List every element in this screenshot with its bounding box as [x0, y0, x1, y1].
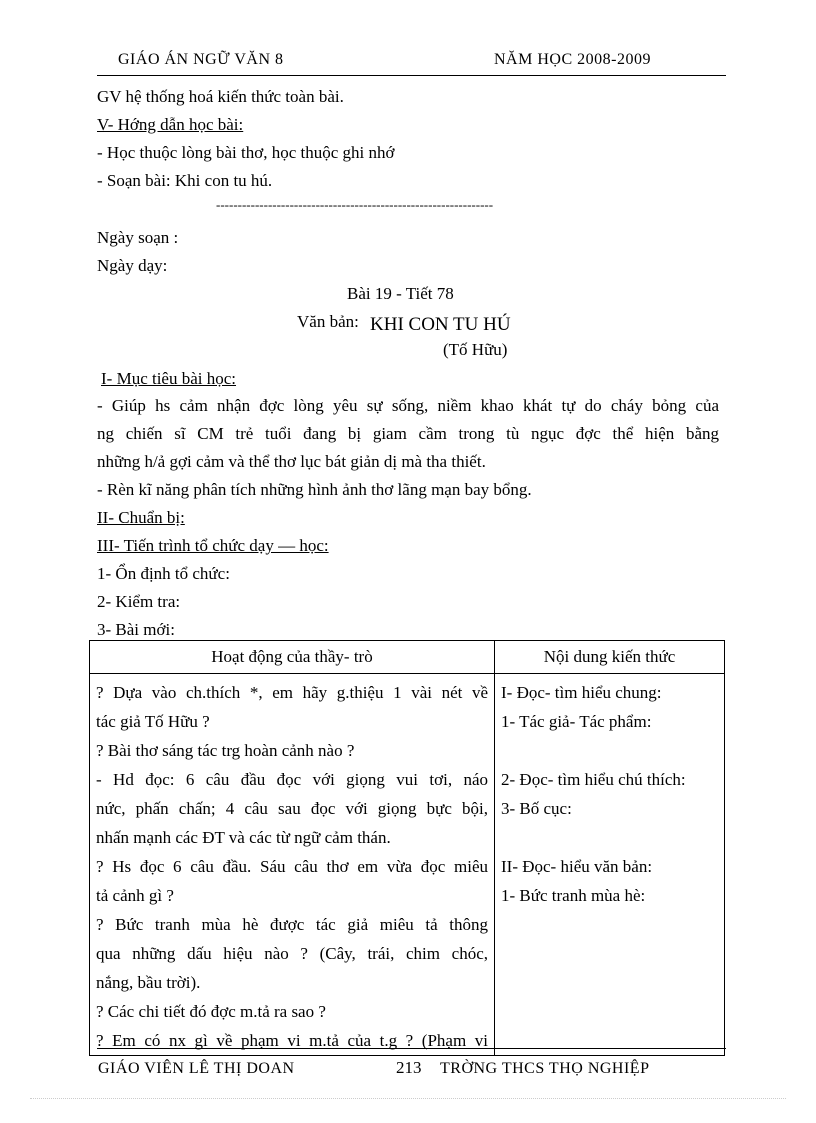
process-step-2: 2- Kiểm tra:: [97, 592, 181, 611]
content-line: 3- Bố cục:: [501, 799, 572, 818]
teach-date: Ngày dạy:: [97, 256, 168, 275]
text-label: Văn bản:: [297, 312, 359, 331]
content-line: 2- Đọc- tìm hiểu chú thích:: [501, 770, 686, 789]
header-right: NĂM HỌC 2008-2009: [494, 51, 651, 68]
lesson-table: [89, 640, 725, 1056]
content-line: I- Đọc- tìm hiểu chung:: [501, 683, 662, 702]
content-line: [501, 823, 718, 852]
footer-teacher: GIÁO VIÊN LÊ THỊ DOAN: [98, 1060, 295, 1077]
page-bottom-dotted-edge: [30, 1098, 786, 1099]
content-line: 1- Tác giả- Tác phẩm:: [501, 712, 652, 731]
text-title: KHI CON TU HÚ: [370, 314, 511, 335]
author-name: (Tố Hữu): [443, 340, 508, 359]
summary-line: GV hệ thống hoá kiến thức toàn bài.: [97, 87, 344, 106]
objective-line-3: những h/ả gợi cảm và thể thơ lục bát giản dị mà tha thiết.: [97, 452, 486, 471]
preparation-heading: II- Chuẩn bị:: [97, 508, 185, 527]
process-step-1: 1- Ổn định tổ chức:: [97, 564, 230, 583]
activity-line: tả cảnh gì ?: [96, 886, 174, 905]
content-line: [501, 736, 718, 765]
activity-line: ? Bài thơ sáng tác trg hoàn cảnh nào ?: [96, 741, 355, 760]
content-line: II- Đọc- hiểu văn bản:: [501, 857, 653, 876]
activity-line: nhấn mạnh các ĐT và các từ ngữ cảm thán.: [96, 828, 391, 847]
guide-item-1: - Học thuộc lòng bài thơ, học thuộc ghi nhớ: [97, 143, 395, 162]
objective-line-2: ng chiến sĩ CM trẻ tuổi đang bị giam cầm trong tù ngục đợc thể hiện bằng: [97, 424, 719, 443]
lesson-number: Bài 19 - Tiết 78: [347, 284, 454, 303]
footer-rule: [97, 1048, 726, 1049]
guide-item-2: - Soạn bài: Khi con tu hú.: [97, 171, 273, 190]
activity-line: ? Em có nx gì về phạm vi m.tả của t.g ? (Phạm vi: [96, 1031, 488, 1050]
objective-line-4: - Rèn kĩ năng phân tích những hình ảnh thơ lãng mạn bay bổng.: [97, 480, 532, 499]
content-line: 1- Bức tranh mùa hè:: [501, 886, 646, 905]
content-cell: [495, 674, 725, 1056]
column-header-content: Nội dung kiến thức: [495, 641, 725, 674]
page-number: 213: [396, 1058, 422, 1077]
objective-line-1: - Giúp hs cảm nhận đợc lòng yêu sự sống, niềm khao khát tự do cháy bỏng của: [97, 396, 719, 415]
process-heading: III- Tiến trình tổ chức dạy — học:: [97, 536, 329, 555]
header-left: GIÁO ÁN NGỮ VĂN 8: [118, 51, 284, 68]
footer-school: TRỜNG THCS THỌ NGHIỆP: [440, 1060, 650, 1077]
guide-heading: V- Hớng dẫn học bài:: [97, 115, 244, 134]
activity-line: - Hd đọc: 6 câu đầu đọc với giọng vui tơi, náo: [96, 770, 488, 789]
activity-line: ? Bức tranh mùa hè được tác giả miêu tả thông: [96, 915, 488, 934]
objectives-heading: I- Mục tiêu bài học:: [101, 369, 237, 388]
section-separator: ----------------------------------------------------------------: [216, 197, 494, 212]
process-step-3: 3- Bài mới:: [97, 620, 175, 639]
table-header-row: [90, 641, 725, 674]
activity-line: ? Hs đọc 6 câu đầu. Sáu câu thơ em vừa đọc miêu: [96, 857, 488, 876]
header-rule: [97, 75, 726, 76]
activity-line: ? Các chi tiết đó đợc m.tả ra sao ?: [96, 1002, 326, 1021]
table-body-row: [90, 674, 725, 1056]
prep-date: Ngày soạn :: [97, 228, 179, 247]
column-header-activities: Hoạt động của thầy- trò: [90, 641, 495, 674]
activity-line: nức, phấn chấn; 4 câu sau đọc với giọng bực bội,: [96, 799, 488, 818]
activity-line: tác giả Tố Hữu ?: [96, 712, 210, 731]
activities-cell: [90, 674, 495, 1056]
activity-line: qua những dấu hiệu nào ? (Cây, trái, chim chóc,: [96, 944, 488, 963]
activity-line: ? Dựa vào ch.thích *, em hãy g.thiệu 1 vài nét về: [96, 683, 488, 702]
activity-line: nắng, bầu trời).: [96, 973, 201, 992]
